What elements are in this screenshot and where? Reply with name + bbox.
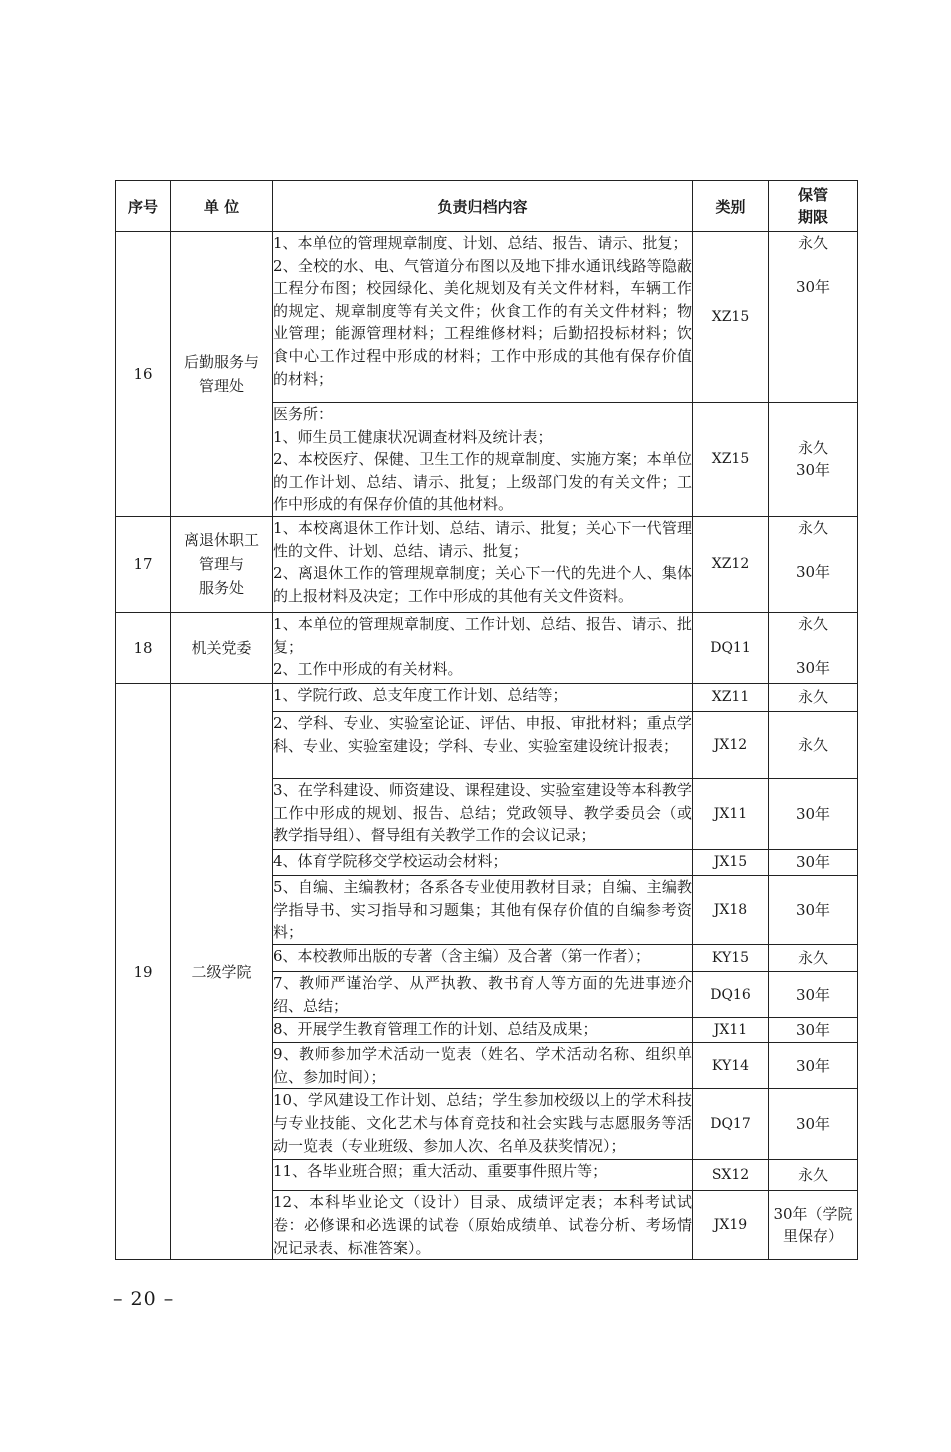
- header-period: [769, 181, 858, 232]
- content-cell: 1、学院行政、总支年度工作计划、总结等；: [273, 683, 693, 711]
- content-cell: 9、教师参加学术活动一览表（姓名、学术活动名称、组织单位、参加时间）；: [273, 1043, 693, 1089]
- content-cell: [273, 232, 693, 403]
- content-line: 1、本校离退休工作计划、总结、请示、批复；关心下一代管理性的文件、计划、总结、请示、批复；: [273, 518, 692, 560]
- period-cell: 30年: [769, 1043, 858, 1089]
- period-value: 永久: [797, 234, 828, 252]
- category-cell: XZ15: [693, 232, 769, 403]
- category-cell: JX15: [693, 849, 769, 875]
- content-line: 2、工作中形成的有关材料。: [273, 660, 463, 679]
- header-period-line2: 期限: [797, 208, 828, 226]
- seq-cell: 19: [116, 683, 171, 1259]
- period-cell: 30年: [769, 849, 858, 875]
- content-cell: 10、学风建设工作计划、总结；学生参加校级以上的学术科技与专业技能、文化艺术与体育竞技和社会实践与志愿服务等活动一览表（专业班级、参加人次、名单及获奖情况）；: [273, 1089, 693, 1160]
- category-cell: SX12: [693, 1160, 769, 1191]
- period-value: 永久: [797, 439, 828, 458]
- category-cell: XZ11: [693, 683, 769, 711]
- header-category: 类别: [693, 181, 769, 232]
- period-cell: 30年: [769, 971, 858, 1017]
- unit-line: 后勤服务与: [183, 352, 259, 371]
- unit-line: 服务处: [198, 579, 244, 598]
- category-cell: JX11: [693, 778, 769, 849]
- period-cell: 30年（学院里保存）: [769, 1191, 858, 1260]
- content-line: 1、师生员工健康状况调查材料及统计表；: [273, 427, 553, 446]
- header-row: [116, 181, 858, 232]
- period-cell: 永久: [769, 683, 858, 711]
- seq-cell: 16: [116, 232, 171, 517]
- seq-cell: 18: [116, 612, 171, 683]
- category-cell: JX11: [693, 1018, 769, 1043]
- table-row-17: [116, 516, 858, 612]
- period-cell: 30年: [769, 1018, 858, 1043]
- header-unit: 单 位: [171, 181, 273, 232]
- category-cell: KY14: [693, 1043, 769, 1089]
- header-seq: 序号: [116, 181, 171, 232]
- unit-cell: [171, 232, 273, 517]
- category-cell: DQ11: [693, 612, 769, 683]
- unit-line: 管理与: [198, 555, 244, 574]
- category-cell: DQ17: [693, 1089, 769, 1160]
- content-cell: [273, 516, 693, 612]
- content-line: 2、离退休工作的管理规章制度；关心下一代的先进个人、集体的上报材料及决定；工作中形成的其他有关文件资料。: [273, 564, 692, 605]
- content-line: 1、本单位的管理规章制度、计划、总结、报告、请示、批复；: [273, 234, 688, 252]
- period-value: 30年: [795, 461, 831, 480]
- period-value: 30年: [795, 278, 831, 296]
- period-cell: 30年: [769, 1089, 858, 1160]
- period-cell: 30年: [769, 875, 858, 944]
- content-line: 2、全校的水、电、气管道分布图以及地下排水通讯线路等隐蔽工程分布图；校园绿化、美化规划及有关文件材料，车辆工作的规定、规章制度等有关文件；伙食工作的有关文件材料；物业管理；能源管理材料；工程维修材料；后勤招投标材料；饮食中心工作过程中形成的材料；工作中形成的其他有保存价值的材料；: [273, 256, 692, 388]
- unit-line: 离退休职工: [183, 531, 259, 550]
- content-cell: 11、各毕业班合照；重大活动、重要事件照片等；: [273, 1160, 693, 1191]
- content-cell: 2、学科、专业、实验室论证、评估、申报、审批材料；重点学科、专业、实验室建设；学科、专业、实验室建设统计报表；: [273, 711, 693, 778]
- period-cell: [769, 516, 858, 612]
- period-cell: 永久: [769, 711, 858, 778]
- period-value: 30年: [795, 658, 831, 677]
- content-cell: 8、开展学生教育管理工作的计划、总结及成果；: [273, 1018, 693, 1043]
- period-cell: [769, 232, 858, 403]
- seq-cell: 17: [116, 516, 171, 612]
- category-cell: XZ15: [693, 403, 769, 517]
- period-value: 永久: [797, 614, 828, 633]
- category-cell: JX18: [693, 875, 769, 944]
- period-cell: 永久: [769, 944, 858, 971]
- content-line: 2、本校医疗、保健、卫生工作的规章制度、实施方案；本单位的工作计划、总结、请示、批复；上级部门发的有关文件；工作中形成的有保存价值的其他材料。: [273, 450, 692, 514]
- page-number: – 20 –: [113, 1288, 175, 1310]
- content-cell: 4、体育学院移交学校运动会材料；: [273, 849, 693, 875]
- content-cell: 5、自编、主编教材；各系各专业使用教材目录；自编、主编教学指导书、实习指导和习题集；其他有保存价值的自编参考资料；: [273, 875, 693, 944]
- unit-cell: 机关党委: [171, 612, 273, 683]
- content-cell: [273, 612, 693, 683]
- category-cell: DQ16: [693, 971, 769, 1017]
- archive-table: [115, 180, 858, 1260]
- content-cell: 12、本科毕业论文（设计）目录、成绩评定表；本科考试试卷：必修课和必选课的试卷（原始成绩单、试卷分析、考场情况记录表、标准答案）。: [273, 1191, 693, 1260]
- content-line: 1、本单位的管理规章制度、工作计划、总结、报告、请示、批复；: [273, 614, 692, 656]
- category-cell: KY15: [693, 944, 769, 971]
- unit-cell: [171, 516, 273, 612]
- header-content: 负责归档内容: [273, 181, 693, 232]
- header-period-line1: 保管: [797, 186, 828, 204]
- period-value: 永久: [797, 518, 828, 537]
- category-cell: JX12: [693, 711, 769, 778]
- content-cell: [273, 403, 693, 517]
- content-cell: 7、教师严谨治学、从严执教、教书育人等方面的先进事迹介绍、总结；: [273, 971, 693, 1017]
- category-cell: JX19: [693, 1191, 769, 1260]
- period-cell: [769, 403, 858, 517]
- content-cell: 3、在学科建设、师资建设、课程建设、实验室建设等本科教学工作中形成的规划、报告、总结；党政领导、教学委员会（或教学指导组）、督导组有关教学工作的会议记录；: [273, 778, 693, 849]
- unit-cell: 二级学院: [171, 683, 273, 1259]
- period-value: 30年: [795, 562, 831, 581]
- table-row-16a: [116, 232, 858, 403]
- category-cell: XZ12: [693, 516, 769, 612]
- unit-line: 管理处: [198, 376, 244, 395]
- table-row-19-1: [116, 683, 858, 711]
- content-cell: 6、本校教师出版的专著（含主编）及合著（第一作者）；: [273, 944, 693, 971]
- period-cell: [769, 612, 858, 683]
- period-cell: 永久: [769, 1160, 858, 1191]
- period-cell: 30年: [769, 778, 858, 849]
- content-line: 医务所：: [273, 405, 334, 423]
- table-row-18: [116, 612, 858, 683]
